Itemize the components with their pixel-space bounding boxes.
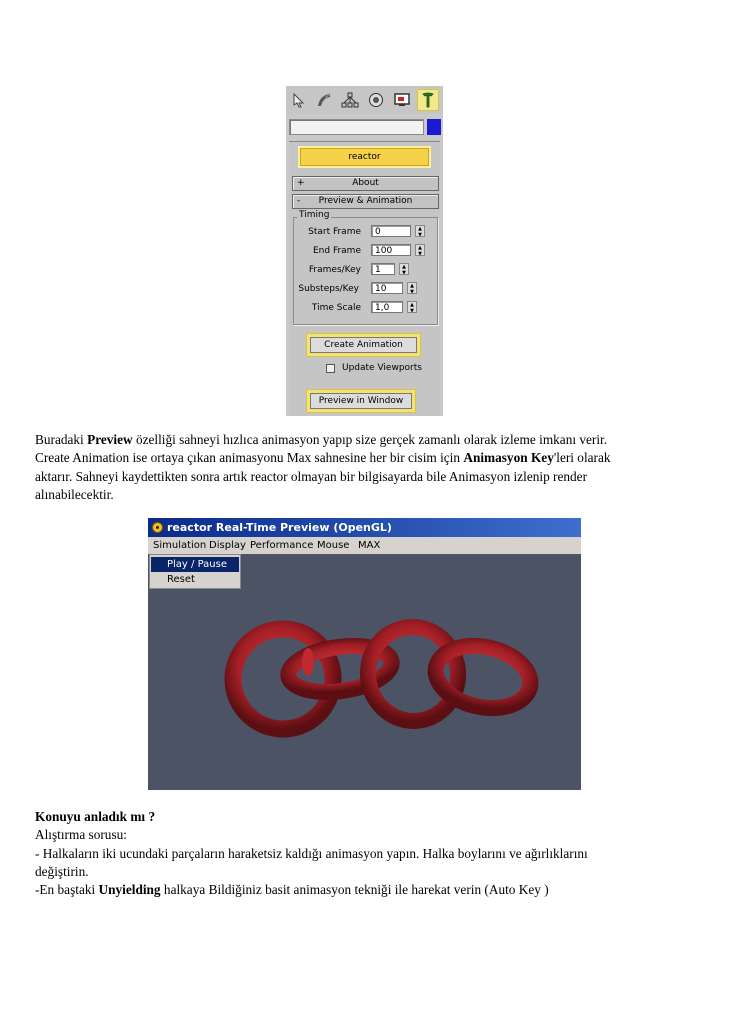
create-animation-button[interactable]: Create Animation: [310, 337, 417, 353]
exercise-heading: Konuyu anladık mı ?: [35, 809, 156, 824]
time-scale-spinner[interactable]: ▲ ▼: [407, 301, 417, 313]
menu-simulation[interactable]: Simulation: [153, 540, 207, 551]
menu-performance[interactable]: Performance: [250, 540, 314, 551]
reactor-utility-button[interactable]: reactor: [300, 148, 429, 166]
reactor-preview-window: [148, 518, 581, 790]
substeps-per-key-label: Substeps/Key: [298, 284, 359, 294]
reactor-logo-icon: [152, 522, 163, 533]
chain-scene-viewport[interactable]: [148, 554, 581, 790]
end-frame-label: End Frame: [312, 246, 361, 256]
menu-mouse[interactable]: Mouse: [317, 540, 350, 551]
text-line: - Halkaların iki ucundaki parçaların haraketsiz kaldığı animasyon yapın. Halka boylarını ve ağırlıklarını: [35, 845, 588, 861]
paragraph-exercise: [35, 808, 695, 899]
start-frame-field[interactable]: 0: [371, 225, 411, 237]
create-animation-button-highlight: [306, 333, 421, 357]
simulation-dropdown-menu: [149, 554, 241, 589]
frames-per-key-field[interactable]: 1: [371, 263, 395, 275]
substeps-per-key-spinner[interactable]: ▲ ▼: [407, 282, 417, 294]
rollout-expand-sign: +: [297, 178, 305, 188]
frames-per-key-spinner[interactable]: ▲ ▼: [399, 263, 409, 275]
create-icon[interactable]: [288, 89, 310, 111]
chain-ring: [302, 648, 314, 676]
text-line: değiştirin.: [35, 863, 89, 879]
frames-per-key-label: Frames/Key: [308, 265, 361, 275]
preview-title-bar: [148, 518, 581, 537]
text-line: -En baştaki Unyielding halkaya Bildiğiniz basit animasyon tekniği ile harekat verin (Auto Key ): [35, 882, 549, 898]
paragraph-preview-description: [35, 431, 695, 504]
timing-group-title: Timing: [299, 210, 330, 220]
menu-display[interactable]: Display: [209, 540, 246, 551]
rollout-collapse-sign: -: [297, 196, 301, 206]
substeps-per-key-field[interactable]: 10: [371, 282, 403, 294]
preview-menu-bar: [148, 537, 581, 554]
preview-in-window-button-highlight: [306, 389, 416, 413]
menu-max[interactable]: MAX: [358, 540, 381, 551]
reactor-utility-panel: [286, 86, 443, 416]
motion-icon[interactable]: [365, 89, 387, 111]
text-line: Alıştırma sorusu:: [35, 827, 127, 843]
preview-window-title: reactor Real-Time Preview (OpenGL): [167, 521, 392, 534]
menu-item-play-pause[interactable]: Play / Pause: [151, 557, 239, 572]
about-rollout-header[interactable]: [292, 176, 439, 191]
update-viewports-checkbox[interactable]: [326, 364, 335, 373]
object-color-swatch[interactable]: [427, 119, 441, 135]
time-scale-field[interactable]: 1,0: [371, 301, 403, 313]
start-frame-spinner[interactable]: ▲ ▼: [415, 225, 425, 237]
start-frame-label: Start Frame: [308, 227, 361, 237]
text-line: Buradaki Preview özelliği sahneyi hızlıca animasyon yapıp size gerçek zamanlı olarak izleme imkanı verir.: [35, 432, 608, 447]
end-frame-spinner[interactable]: ▲ ▼: [415, 244, 425, 256]
text-line: alınabilecektir.: [35, 486, 114, 502]
rollout-title: Preview & Animation: [318, 196, 413, 206]
rollout-title: About: [352, 178, 379, 188]
display-icon[interactable]: [391, 89, 413, 111]
text-line: aktarır. Sahneyi kaydettikten sonra artık reactor olmayan bir bilgisayarda bile Animasyon izlenip render: [35, 468, 588, 484]
update-viewports-label: Update Viewports: [342, 363, 422, 373]
hierarchy-icon[interactable]: [339, 89, 361, 111]
time-scale-label: Time Scale: [311, 303, 361, 313]
menu-item-reset[interactable]: Reset: [167, 574, 195, 585]
end-frame-field[interactable]: 100: [371, 244, 411, 256]
modify-icon[interactable]: [313, 89, 335, 111]
preview-in-window-button[interactable]: Preview in Window: [310, 393, 412, 409]
text-line: Create Animation ise ortaya çıkan animasyonu Max sahnesine her bir cisim için Animasyon Key'leri olarak: [35, 450, 611, 466]
utilities-icon[interactable]: [417, 89, 439, 111]
preview-animation-rollout-header[interactable]: [292, 194, 439, 209]
object-name-field[interactable]: [289, 119, 424, 135]
command-panel-tabs: [286, 86, 443, 114]
